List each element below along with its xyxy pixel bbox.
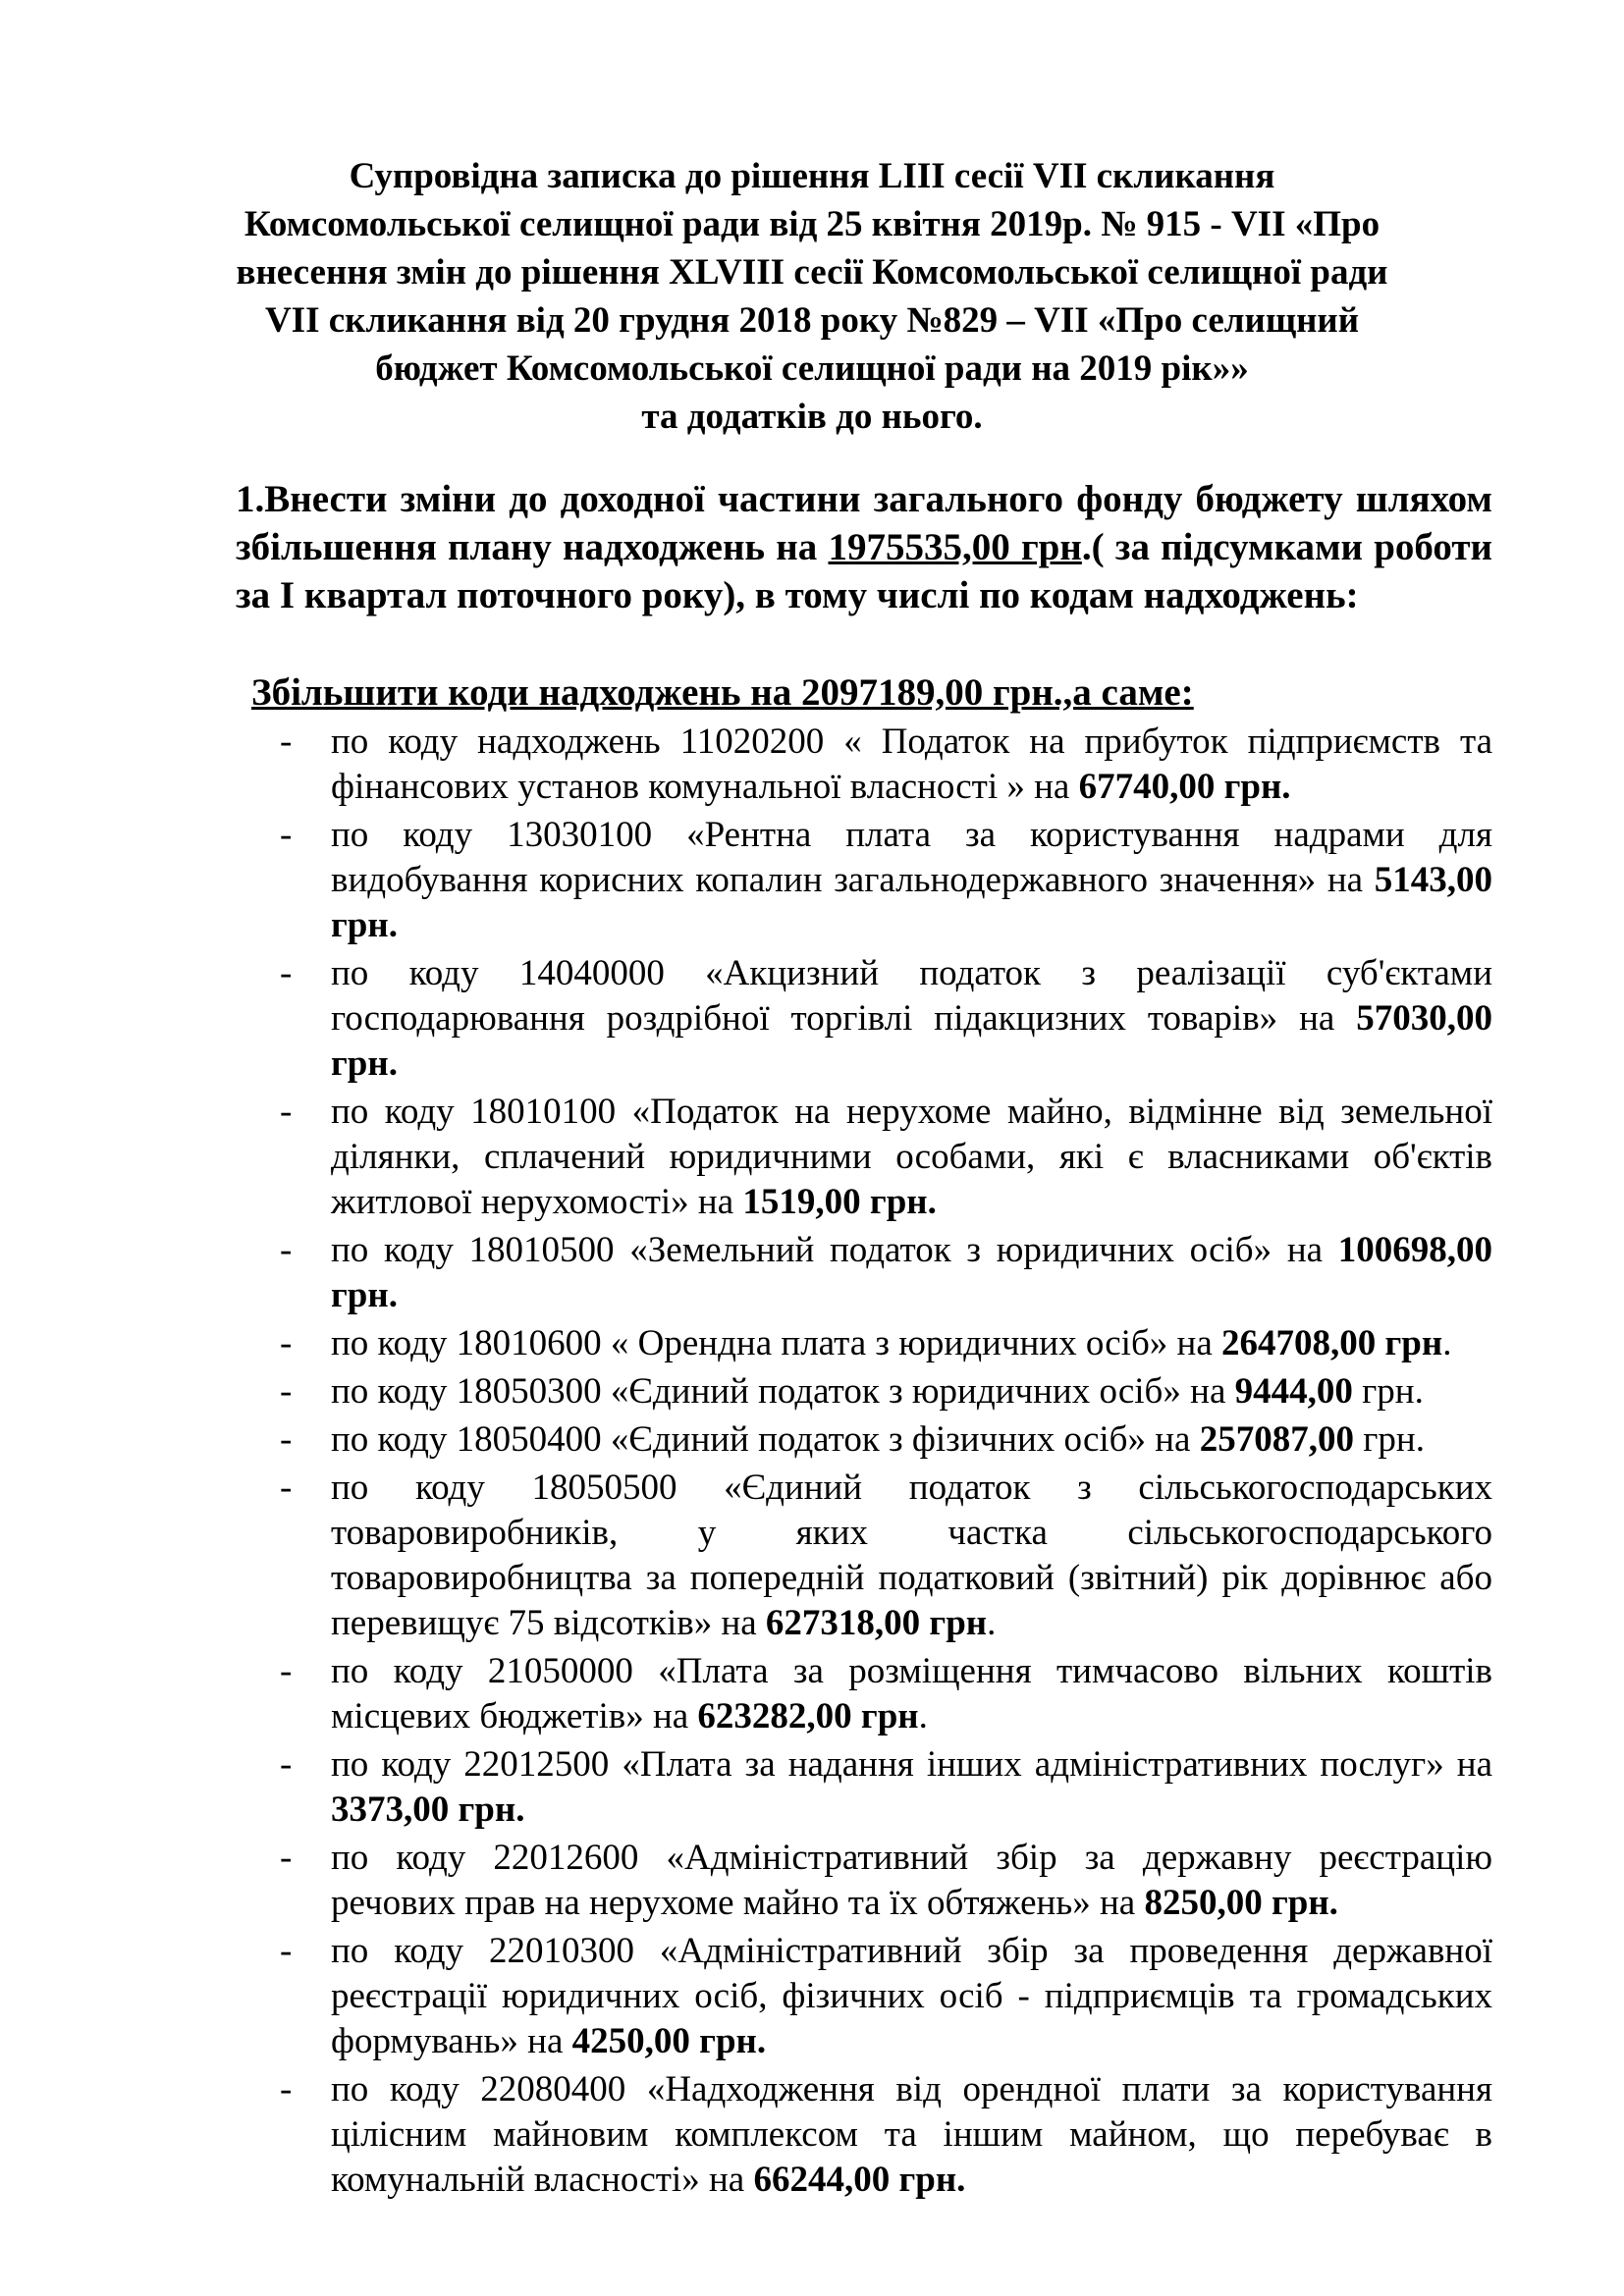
list-item xyxy=(280,2067,1492,2203)
list-item xyxy=(280,1649,1492,1739)
title-line: Супровідна записка до рішення LIII сесії VII скликання xyxy=(349,156,1275,196)
item-amount: 66244,00 грн. xyxy=(753,2160,966,2200)
item-tail: . xyxy=(918,1696,928,1736)
item-text: по коду 18010600 « Орендна плата з юридичних осіб» на xyxy=(331,1323,1221,1363)
list-dash: - xyxy=(280,1371,293,1412)
item-amount: 264708,00 грн xyxy=(1221,1323,1443,1363)
item-text: по коду 14040000 «Акцизний податок з реалізації суб'єктами господарювання роздрібної торгівлі підакцизних товарів» на xyxy=(331,953,1492,1039)
list-dash: - xyxy=(280,2069,293,2109)
list-dash: - xyxy=(280,1230,293,1270)
section-1 xyxy=(236,475,1492,619)
title-line: бюджет Комсомольської селищної ради на 2019 рік»» xyxy=(375,348,1249,389)
section-1-text: 1.Внести зміни до доходної частини загального фонду бюджету шляхом збільшення плану надходжень на xyxy=(236,478,1492,568)
item-text: по коду 18050500 «Єдиний податок з сільськогосподарських товаровиробників, у яких частка сільськогосподарського товаровиробництва за попередній податковий (звітний) рік дорівнює або перевищує 75 відсотків» на xyxy=(331,1468,1492,1643)
item-amount: 8250,00 грн. xyxy=(1144,1883,1338,1923)
item-amount: 57030,00 грн. xyxy=(331,998,1492,1084)
list-item xyxy=(280,1929,1492,2064)
list-item xyxy=(280,720,1492,810)
section-1-paragraph xyxy=(236,475,1492,619)
list-dash: - xyxy=(280,815,293,855)
item-amount: 623282,00 грн xyxy=(697,1696,919,1736)
list-item xyxy=(280,1090,1492,1225)
item-amount: 4250,00 грн. xyxy=(571,2021,767,2061)
list-dash: - xyxy=(280,1651,293,1691)
list-dash: - xyxy=(280,1468,293,1508)
list-dash: - xyxy=(280,721,293,762)
section-1-amount: 1975535,00 грн xyxy=(828,526,1082,568)
item-text: по коду 22012500 «Плата за надання інших адміністративних послуг» на xyxy=(331,1744,1492,1785)
section-1-text-end: .( за підсумками роботи за І квартал поточного року), в тому числі по кодам надходжень: xyxy=(236,526,1492,616)
item-amount: 100698,00 грн. xyxy=(331,1230,1492,1315)
list-dash: - xyxy=(280,1744,293,1785)
increase-heading: Збільшити коди надходжень на 2097189,00 грн.,а саме: xyxy=(251,671,1194,714)
list-item xyxy=(280,1369,1492,1415)
title-line: Комсомольської селищної ради від 25 квітня 2019р. № 915 - VII «Про xyxy=(244,204,1380,244)
item-amount: 67740,00 грн. xyxy=(1078,767,1291,807)
list-item xyxy=(280,1836,1492,1926)
item-text: по коду 13030100 «Рентна плата за користування надрами для видобування корисних копалин загальнодержавного значення» на xyxy=(331,815,1492,900)
list-dash: - xyxy=(280,953,293,993)
title-line: внесення змін до рішення XLVIII сесії Комсомольської селищної ради xyxy=(236,252,1388,293)
list-item xyxy=(280,813,1492,948)
item-text: по коду 22012600 «Адміністративний збір за державну реєстрацію речових прав на нерухоме майно та їх обтяжень» на xyxy=(331,1838,1492,1923)
item-text: по коду 22010300 «Адміністративний збір за проведення державної реєстрації юридичних осіб, фізичних осіб - підприємців та громадських формувань» на xyxy=(331,1931,1492,2061)
list-dash: - xyxy=(280,1323,293,1363)
list-dash: - xyxy=(280,1419,293,1460)
item-amount: 9444,00 xyxy=(1234,1371,1353,1412)
list-item xyxy=(280,951,1492,1087)
item-amount: 5143,00 грн. xyxy=(331,860,1492,945)
item-tail: . xyxy=(1442,1323,1452,1363)
item-amount: 1519,00 грн. xyxy=(742,1182,937,1222)
item-tail: грн. xyxy=(1353,1419,1425,1460)
item-amount: 257087,00 xyxy=(1199,1419,1354,1460)
document-title xyxy=(196,152,1428,441)
income-code-list xyxy=(280,720,1492,2206)
list-dash: - xyxy=(280,1838,293,1878)
list-item xyxy=(280,1228,1492,1318)
list-dash: - xyxy=(280,1931,293,1971)
title-line: VII скликання від 20 грудня 2018 року №829 – VII «Про селищний xyxy=(264,300,1360,341)
item-text: по коду надходжень 11020200 « Податок на прибуток підприємств та фінансових установ комунальної власності » на xyxy=(331,721,1492,807)
item-amount: 627318,00 грн xyxy=(765,1603,988,1643)
list-item xyxy=(280,1466,1492,1646)
item-text: по коду 22080400 «Надходження від орендної плати за користування цілісним майновим комплексом та іншим майном, що перебуває в комунальній власності» на xyxy=(331,2069,1492,2200)
item-text: по коду 18010100 «Податок на нерухоме майно, відмінне від земельної ділянки, сплачений юридичними особами, які є власниками об'єктів житлової нерухомості» на xyxy=(331,1092,1492,1222)
item-text: по коду 18050300 «Єдиний податок з юридичних осіб» на xyxy=(331,1371,1235,1412)
item-amount: 3373,00 грн. xyxy=(331,1789,525,1830)
title-line: та додатків до нього. xyxy=(641,397,983,437)
list-item xyxy=(280,1417,1492,1463)
item-tail: грн. xyxy=(1352,1371,1424,1412)
item-text: по коду 21050000 «Плата за розміщення тимчасово вільних коштів місцевих бюджетів» на xyxy=(331,1651,1492,1736)
item-tail: . xyxy=(987,1603,997,1643)
list-item xyxy=(280,1321,1492,1366)
list-dash: - xyxy=(280,1092,293,1132)
list-item xyxy=(280,1742,1492,1833)
item-text: по коду 18050400 «Єдиний податок з фізичних осіб» на xyxy=(331,1419,1200,1460)
item-text: по коду 18010500 «Земельний податок з юридичних осіб» на xyxy=(331,1230,1338,1270)
